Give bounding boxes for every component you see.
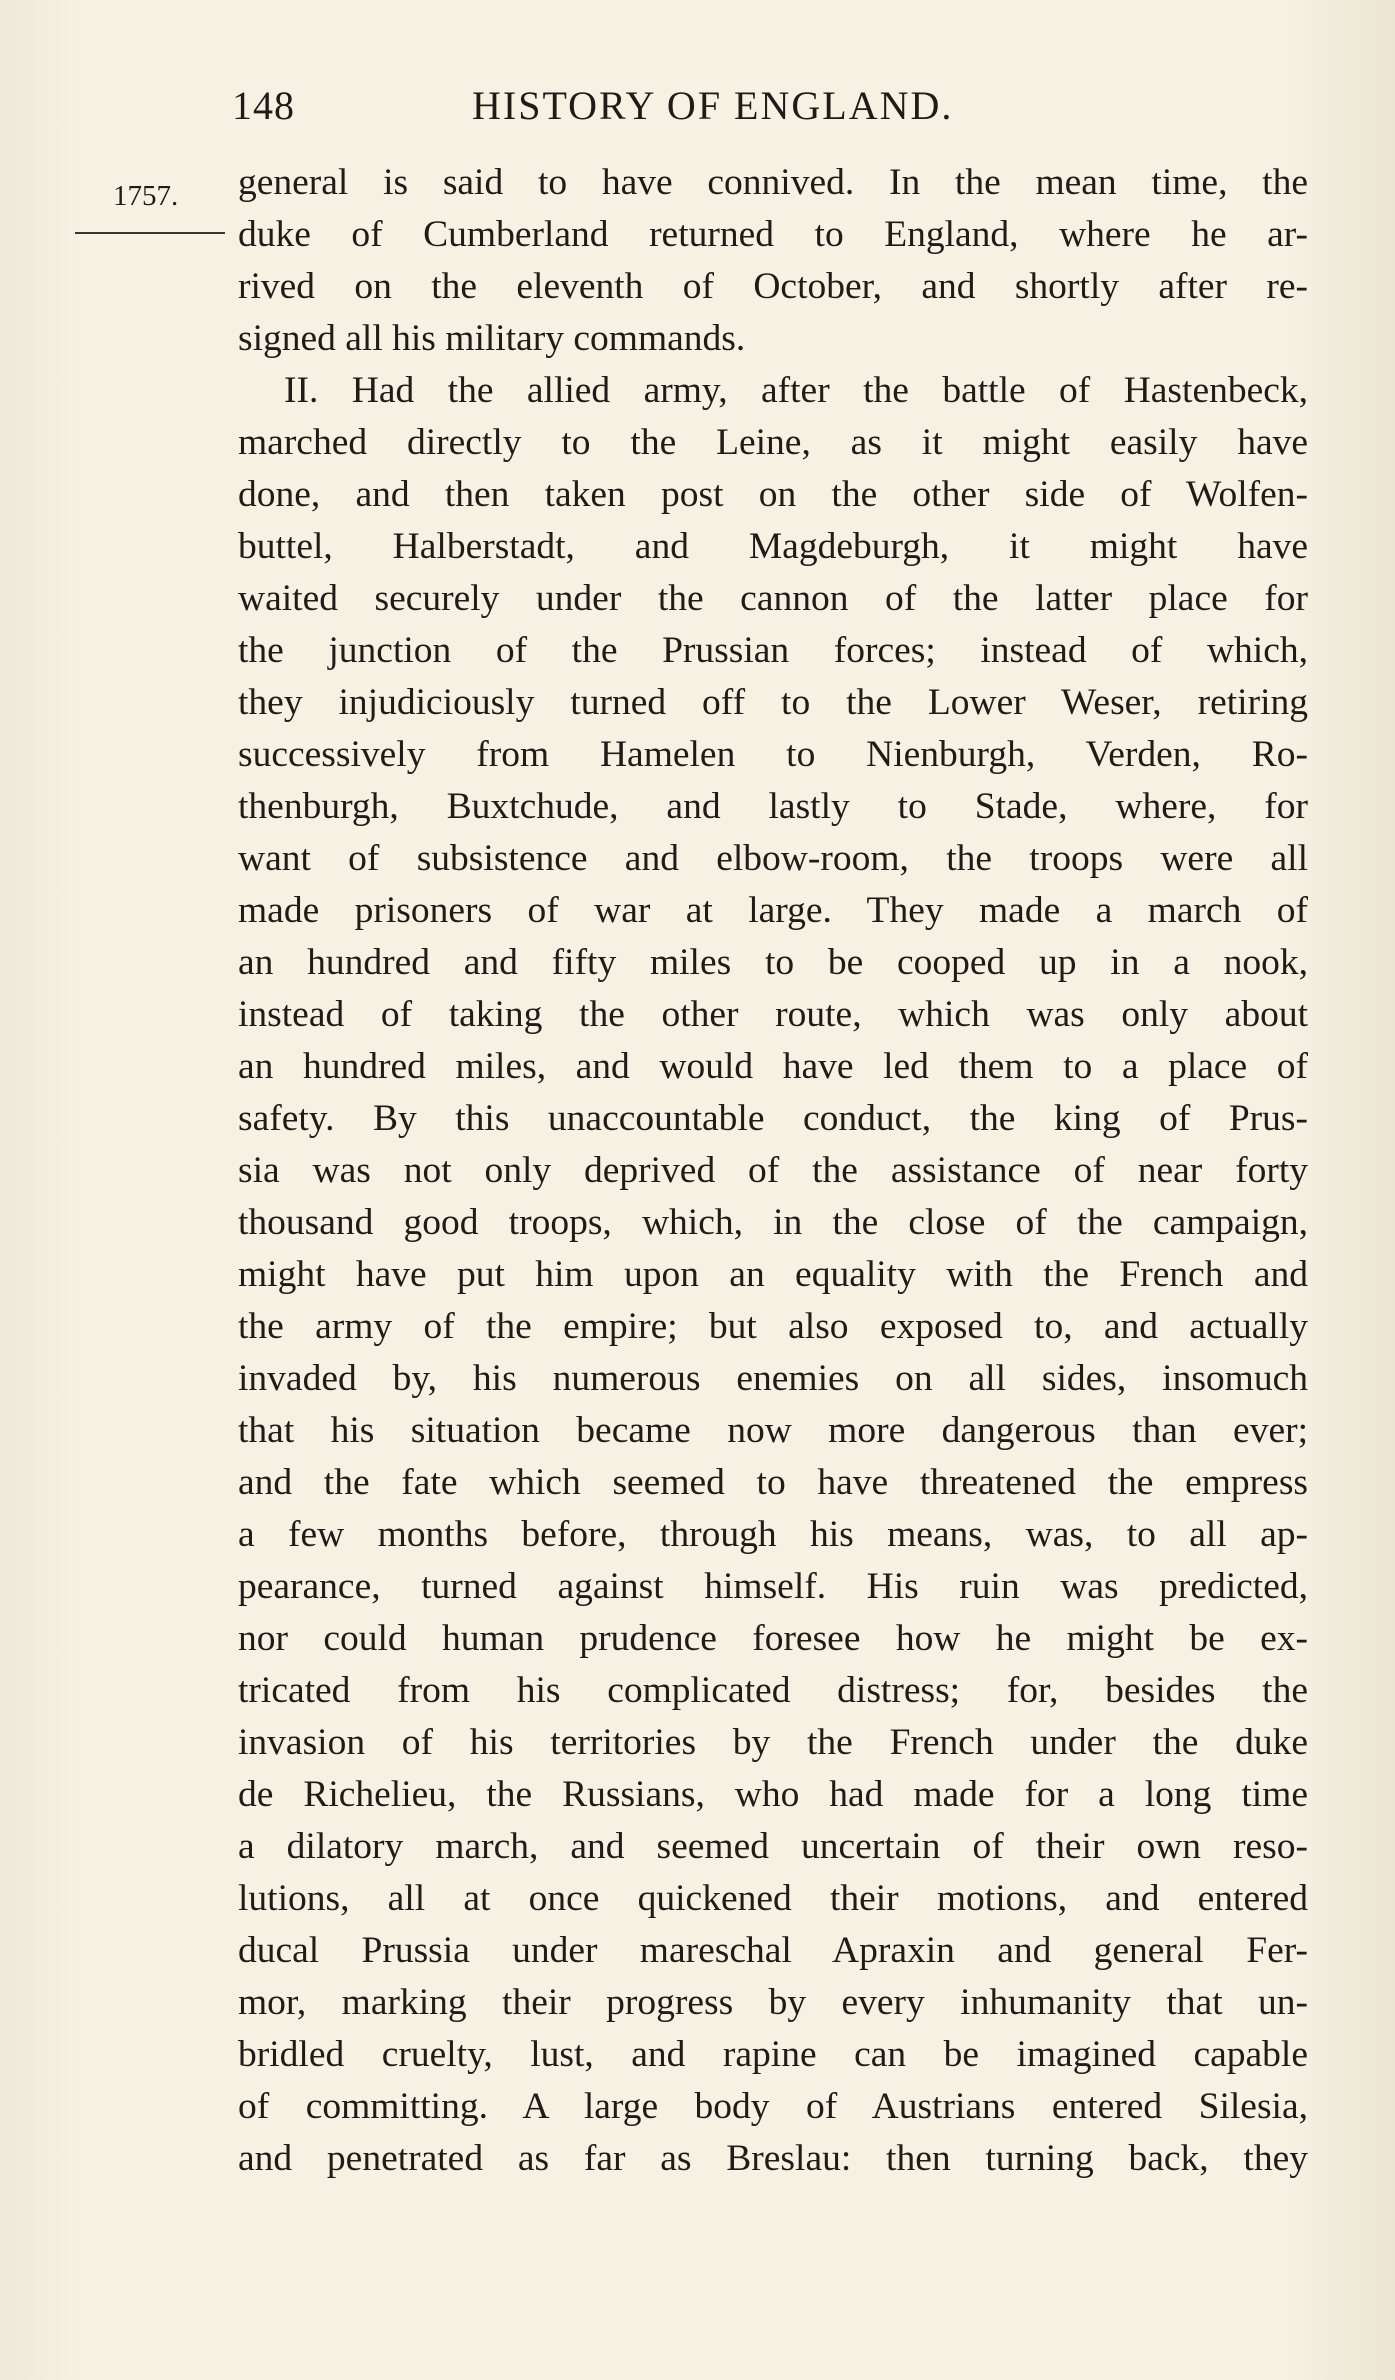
body-text [238,157,1308,2185]
margin-year-note: 1757. [113,180,179,212]
text-line: and penetrated as far as Breslau: then turning back, they [238,2138,1308,2179]
text-line: successively from Hamelen to Nienburgh, Verden, Ro- [238,734,1308,775]
text-line: made prisoners of war at large. They made a march of [238,890,1308,931]
page-header [232,82,1062,142]
text-line: ducal Prussia under mareschal Apraxin and general Fer- [238,1930,1308,1971]
text-line: the army of the empire; but also exposed to, and actually [238,1306,1308,1347]
section-start-line: II. Had the allied army, after the battle of Hastenbeck, [284,370,1308,411]
text-line: signed all his military commands. [238,318,746,359]
text-line: general is said to have connived. In the mean time, the [238,162,1308,203]
text-line: thousand good troops, which, in the close of the campaign, [238,1202,1308,1243]
page-number: 148 [232,83,295,128]
text-line: lutions, all at once quickened their motions, and entered [238,1878,1308,1919]
text-line: thenburgh, Buxtchude, and lastly to Stade, where, for [238,786,1308,827]
text-line: might have put him upon an equality with the French and [238,1254,1308,1295]
text-line: duke of Cumberland returned to England, where he ar- [238,214,1308,255]
text-line: they injudiciously turned off to the Lower Weser, retiring [238,682,1308,723]
text-line: waited securely under the cannon of the latter place for [238,578,1308,619]
text-line: tricated from his complicated distress; for, besides the [238,1670,1308,1711]
text-line: sia was not only deprived of the assistance of near forty [238,1150,1308,1191]
text-line: nor could human prudence foresee how he might be ex- [238,1618,1308,1659]
text-line: want of subsistence and elbow-room, the troops were all [238,838,1308,879]
text-line: and the fate which seemed to have threatened the empress [238,1462,1308,1503]
text-line: done, and then taken post on the other side of Wolfen- [238,474,1308,515]
text-line: bridled cruelty, lust, and rapine can be imagined capable [238,2034,1308,2075]
text-line: safety. By this unaccountable conduct, the king of Prus- [238,1098,1308,1139]
text-line: rived on the eleventh of October, and shortly after re- [238,266,1308,307]
running-head: HISTORY OF ENGLAND. [472,83,954,128]
text-line: mor, marking their progress by every inhumanity that un- [238,1982,1308,2023]
text-line: a few months before, through his means, was, to all ap- [238,1514,1308,1555]
text-line: invasion of his territories by the French under the duke [238,1722,1308,1763]
text-line: a dilatory march, and seemed uncertain of their own reso- [238,1826,1308,1867]
text-line: instead of taking the other route, which was only about [238,994,1308,1035]
text-line: an hundred miles, and would have led them to a place of [238,1046,1308,1087]
text-line: de Richelieu, the Russians, who had made for a long time [238,1774,1308,1815]
text-line: invaded by, his numerous enemies on all sides, insomuch [238,1358,1308,1399]
text-line: of committing. A large body of Austrians entered Silesia, [238,2086,1308,2127]
text-line: pearance, turned against himself. His ruin was predicted, [238,1566,1308,1607]
text-line: buttel, Halberstadt, and Magdeburgh, it might have [238,526,1308,567]
margin-rule-divider [75,232,225,234]
text-line: an hundred and fifty miles to be cooped up in a nook, [238,942,1308,983]
text-line: marched directly to the Leine, as it might easily have [238,422,1308,463]
text-line: the junction of the Prussian forces; instead of which, [238,630,1308,671]
text-line: that his situation became now more dangerous than ever; [238,1410,1308,1451]
